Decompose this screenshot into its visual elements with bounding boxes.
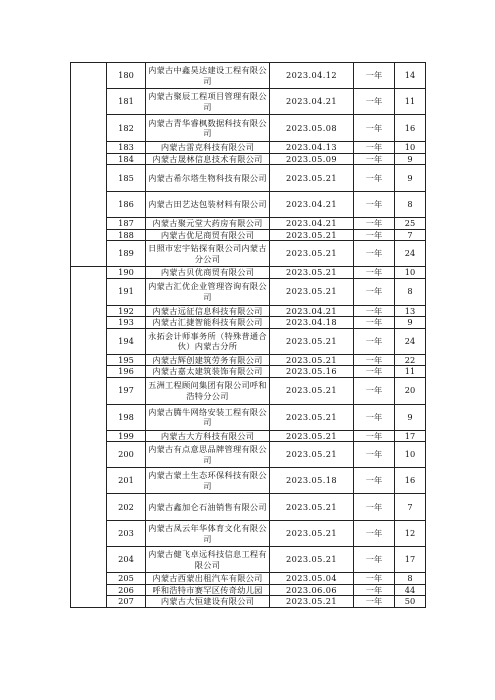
row-number-cell: 180 bbox=[107, 63, 146, 89]
company-name-cell: 内蒙古大恒建设有限公司 bbox=[146, 596, 270, 608]
row-number-cell: 186 bbox=[107, 192, 146, 218]
row-number-cell: 195 bbox=[107, 354, 146, 366]
date-cell: 2023.05.21 bbox=[270, 430, 354, 442]
days-cell: 24 bbox=[395, 241, 426, 267]
table-row bbox=[71, 305, 426, 317]
table-row bbox=[71, 354, 426, 366]
days-cell: 14 bbox=[395, 63, 426, 89]
company-name-cell: 内蒙古聚元堂大药房有限公司 bbox=[146, 218, 270, 230]
term-cell: 一年 bbox=[354, 229, 395, 241]
days-cell: 9 bbox=[395, 317, 426, 329]
days-cell: 9 bbox=[395, 153, 426, 165]
date-cell: 2023.05.21 bbox=[270, 278, 354, 305]
days-cell: 10 bbox=[395, 442, 426, 468]
table-row bbox=[71, 165, 426, 192]
term-cell: 一年 bbox=[354, 328, 395, 354]
table-row bbox=[71, 229, 426, 241]
company-name-cell: 内蒙古辉创建筑劳务有限公司 bbox=[146, 354, 270, 366]
term-cell: 一年 bbox=[354, 442, 395, 468]
days-cell: 50 bbox=[395, 596, 426, 608]
term-cell: 一年 bbox=[354, 596, 395, 608]
row-number-cell: 181 bbox=[107, 89, 146, 115]
date-cell: 2023.04.21 bbox=[270, 89, 354, 115]
row-number-cell: 207 bbox=[107, 596, 146, 608]
table-row bbox=[71, 218, 426, 230]
company-name-cell: 内蒙古有点意思品牌管理有限公司 bbox=[146, 442, 270, 468]
term-cell: 一年 bbox=[354, 494, 395, 521]
company-table bbox=[70, 62, 426, 608]
table-row bbox=[71, 267, 426, 279]
term-cell: 一年 bbox=[354, 115, 395, 142]
company-name-cell: 五洲工程顾问集团有限公司呼和浩特分公司 bbox=[146, 377, 270, 404]
days-cell: 10 bbox=[395, 267, 426, 279]
company-name-cell: 内蒙古中鑫昊达建设工程有限公司 bbox=[146, 63, 270, 89]
table-row bbox=[71, 573, 426, 585]
table-row bbox=[71, 328, 426, 354]
term-cell: 一年 bbox=[354, 305, 395, 317]
days-cell: 12 bbox=[395, 521, 426, 547]
row-number-cell: 197 bbox=[107, 377, 146, 404]
row-number-cell: 203 bbox=[107, 521, 146, 547]
company-name-cell: 内蒙古汇捷智能科技有限公司 bbox=[146, 317, 270, 329]
row-number-cell: 189 bbox=[107, 241, 146, 267]
table-row bbox=[71, 115, 426, 142]
date-cell: 2023.05.21 bbox=[270, 377, 354, 404]
row-number-cell: 205 bbox=[107, 573, 146, 585]
row-number-cell: 200 bbox=[107, 442, 146, 468]
company-name-cell: 内蒙古远征信息科技有限公司 bbox=[146, 305, 270, 317]
days-cell: 17 bbox=[395, 430, 426, 442]
term-cell: 一年 bbox=[354, 573, 395, 585]
date-cell: 2023.05.21 bbox=[270, 354, 354, 366]
date-cell: 2023.05.09 bbox=[270, 153, 354, 165]
term-cell: 一年 bbox=[354, 317, 395, 329]
table-row bbox=[71, 404, 426, 430]
row-number-cell: 183 bbox=[107, 142, 146, 154]
table-row bbox=[71, 442, 426, 468]
date-cell: 2023.05.21 bbox=[270, 165, 354, 192]
table-row bbox=[71, 153, 426, 165]
table-row bbox=[71, 366, 426, 378]
row-number-cell: 191 bbox=[107, 278, 146, 305]
date-cell: 2023.05.21 bbox=[270, 442, 354, 468]
row-number-cell: 206 bbox=[107, 584, 146, 596]
date-cell: 2023.05.21 bbox=[270, 521, 354, 547]
date-cell: 2023.05.21 bbox=[270, 404, 354, 430]
date-cell: 2023.05.21 bbox=[270, 328, 354, 354]
row-number-cell: 194 bbox=[107, 328, 146, 354]
date-cell: 2023.05.08 bbox=[270, 115, 354, 142]
table-row bbox=[71, 596, 426, 608]
company-name-cell: 内蒙古汇优企业管理咨询有限公司 bbox=[146, 278, 270, 305]
days-cell: 25 bbox=[395, 218, 426, 230]
date-cell: 2023.04.21 bbox=[270, 305, 354, 317]
term-cell: 一年 bbox=[354, 584, 395, 596]
days-cell: 17 bbox=[395, 547, 426, 573]
company-name-cell: 呼和浩特市赛罕区传奇幼儿园 bbox=[146, 584, 270, 596]
term-cell: 一年 bbox=[354, 153, 395, 165]
term-cell: 一年 bbox=[354, 267, 395, 279]
company-name-cell: 内蒙古田艺达包装材料有限公司 bbox=[146, 192, 270, 218]
date-cell: 2023.05.21 bbox=[270, 241, 354, 267]
days-cell: 8 bbox=[395, 192, 426, 218]
days-cell: 44 bbox=[395, 584, 426, 596]
table-row bbox=[71, 521, 426, 547]
company-name-cell: 内蒙古健飞卓远科技信息工程有限公司 bbox=[146, 547, 270, 573]
date-cell: 2023.04.18 bbox=[270, 317, 354, 329]
days-cell: 24 bbox=[395, 328, 426, 354]
days-cell: 9 bbox=[395, 404, 426, 430]
term-cell: 一年 bbox=[354, 89, 395, 115]
days-cell: 11 bbox=[395, 89, 426, 115]
group-cell bbox=[71, 63, 107, 267]
table-row bbox=[71, 63, 426, 89]
group-cell bbox=[71, 267, 107, 608]
company-name-cell: 内蒙古嘉太建筑装饰有限公司 bbox=[146, 366, 270, 378]
days-cell: 11 bbox=[395, 366, 426, 378]
company-name-cell: 永拓会计师事务所（特殊普通合伙）内蒙古分所 bbox=[146, 328, 270, 354]
row-number-cell: 192 bbox=[107, 305, 146, 317]
row-number-cell: 198 bbox=[107, 404, 146, 430]
days-cell: 13 bbox=[395, 305, 426, 317]
row-number-cell: 202 bbox=[107, 494, 146, 521]
date-cell: 2023.06.06 bbox=[270, 584, 354, 596]
table-row bbox=[71, 142, 426, 154]
days-cell: 22 bbox=[395, 354, 426, 366]
date-cell: 2023.05.21 bbox=[270, 229, 354, 241]
company-name-cell: 内蒙古鑫加仑石油销售有限公司 bbox=[146, 494, 270, 521]
term-cell: 一年 bbox=[354, 142, 395, 154]
date-cell: 2023.04.12 bbox=[270, 63, 354, 89]
days-cell: 8 bbox=[395, 573, 426, 585]
row-number-cell: 201 bbox=[107, 468, 146, 494]
company-name-cell: 内蒙古凤云年华体育文化有限公司 bbox=[146, 521, 270, 547]
company-name-cell: 日照市宏宇钻探有限公司内蒙古分公司 bbox=[146, 241, 270, 267]
term-cell: 一年 bbox=[354, 241, 395, 267]
table-row bbox=[71, 317, 426, 329]
date-cell: 2023.05.16 bbox=[270, 366, 354, 378]
date-cell: 2023.05.21 bbox=[270, 547, 354, 573]
company-name-cell: 内蒙古晟林信息技术有限公司 bbox=[146, 153, 270, 165]
days-cell: 9 bbox=[395, 165, 426, 192]
company-name-cell: 内蒙古蒙土生态环保科技有限公司 bbox=[146, 468, 270, 494]
table-row bbox=[71, 192, 426, 218]
term-cell: 一年 bbox=[354, 521, 395, 547]
company-name-cell: 内蒙古希尔塔生物科技有限公司 bbox=[146, 165, 270, 192]
term-cell: 一年 bbox=[354, 377, 395, 404]
days-cell: 10 bbox=[395, 142, 426, 154]
row-number-cell: 182 bbox=[107, 115, 146, 142]
days-cell: 7 bbox=[395, 494, 426, 521]
row-number-cell: 199 bbox=[107, 430, 146, 442]
term-cell: 一年 bbox=[354, 218, 395, 230]
company-name-cell: 内蒙古青华睿枫数据科技有限公司 bbox=[146, 115, 270, 142]
row-number-cell: 196 bbox=[107, 366, 146, 378]
table-row bbox=[71, 89, 426, 115]
date-cell: 2023.05.04 bbox=[270, 573, 354, 585]
row-number-cell: 204 bbox=[107, 547, 146, 573]
date-cell: 2023.04.21 bbox=[270, 218, 354, 230]
term-cell: 一年 bbox=[354, 354, 395, 366]
table-row bbox=[71, 377, 426, 404]
table-row bbox=[71, 278, 426, 305]
term-cell: 一年 bbox=[354, 468, 395, 494]
company-name-cell: 内蒙古大方科技有限公司 bbox=[146, 430, 270, 442]
table-row bbox=[71, 547, 426, 573]
days-cell: 20 bbox=[395, 377, 426, 404]
table-row bbox=[71, 584, 426, 596]
row-number-cell: 184 bbox=[107, 153, 146, 165]
days-cell: 7 bbox=[395, 229, 426, 241]
table-row bbox=[71, 241, 426, 267]
company-name-cell: 内蒙古西蒙出租汽车有限公司 bbox=[146, 573, 270, 585]
date-cell: 2023.05.18 bbox=[270, 468, 354, 494]
row-number-cell: 187 bbox=[107, 218, 146, 230]
days-cell: 16 bbox=[395, 115, 426, 142]
row-number-cell: 188 bbox=[107, 229, 146, 241]
table-row bbox=[71, 430, 426, 442]
term-cell: 一年 bbox=[354, 366, 395, 378]
date-cell: 2023.05.21 bbox=[270, 494, 354, 521]
term-cell: 一年 bbox=[354, 165, 395, 192]
company-name-cell: 内蒙古腾牛网络安装工程有限公司 bbox=[146, 404, 270, 430]
table-row bbox=[71, 468, 426, 494]
row-number-cell: 185 bbox=[107, 165, 146, 192]
term-cell: 一年 bbox=[354, 192, 395, 218]
days-cell: 8 bbox=[395, 278, 426, 305]
date-cell: 2023.05.21 bbox=[270, 596, 354, 608]
company-name-cell: 内蒙古聚辰工程项目管理有限公司 bbox=[146, 89, 270, 115]
term-cell: 一年 bbox=[354, 63, 395, 89]
table-row bbox=[71, 494, 426, 521]
term-cell: 一年 bbox=[354, 547, 395, 573]
term-cell: 一年 bbox=[354, 430, 395, 442]
term-cell: 一年 bbox=[354, 278, 395, 305]
date-cell: 2023.05.21 bbox=[270, 267, 354, 279]
company-name-cell: 内蒙古雷克科技有限公司 bbox=[146, 142, 270, 154]
date-cell: 2023.04.21 bbox=[270, 192, 354, 218]
table-body bbox=[71, 63, 426, 608]
row-number-cell: 190 bbox=[107, 267, 146, 279]
document-page bbox=[70, 62, 425, 608]
term-cell: 一年 bbox=[354, 404, 395, 430]
row-number-cell: 193 bbox=[107, 317, 146, 329]
company-name-cell: 内蒙古贝优商贸有限公司 bbox=[146, 267, 270, 279]
company-name-cell: 内蒙古优尼商贸有限公司 bbox=[146, 229, 270, 241]
days-cell: 16 bbox=[395, 468, 426, 494]
date-cell: 2023.04.13 bbox=[270, 142, 354, 154]
